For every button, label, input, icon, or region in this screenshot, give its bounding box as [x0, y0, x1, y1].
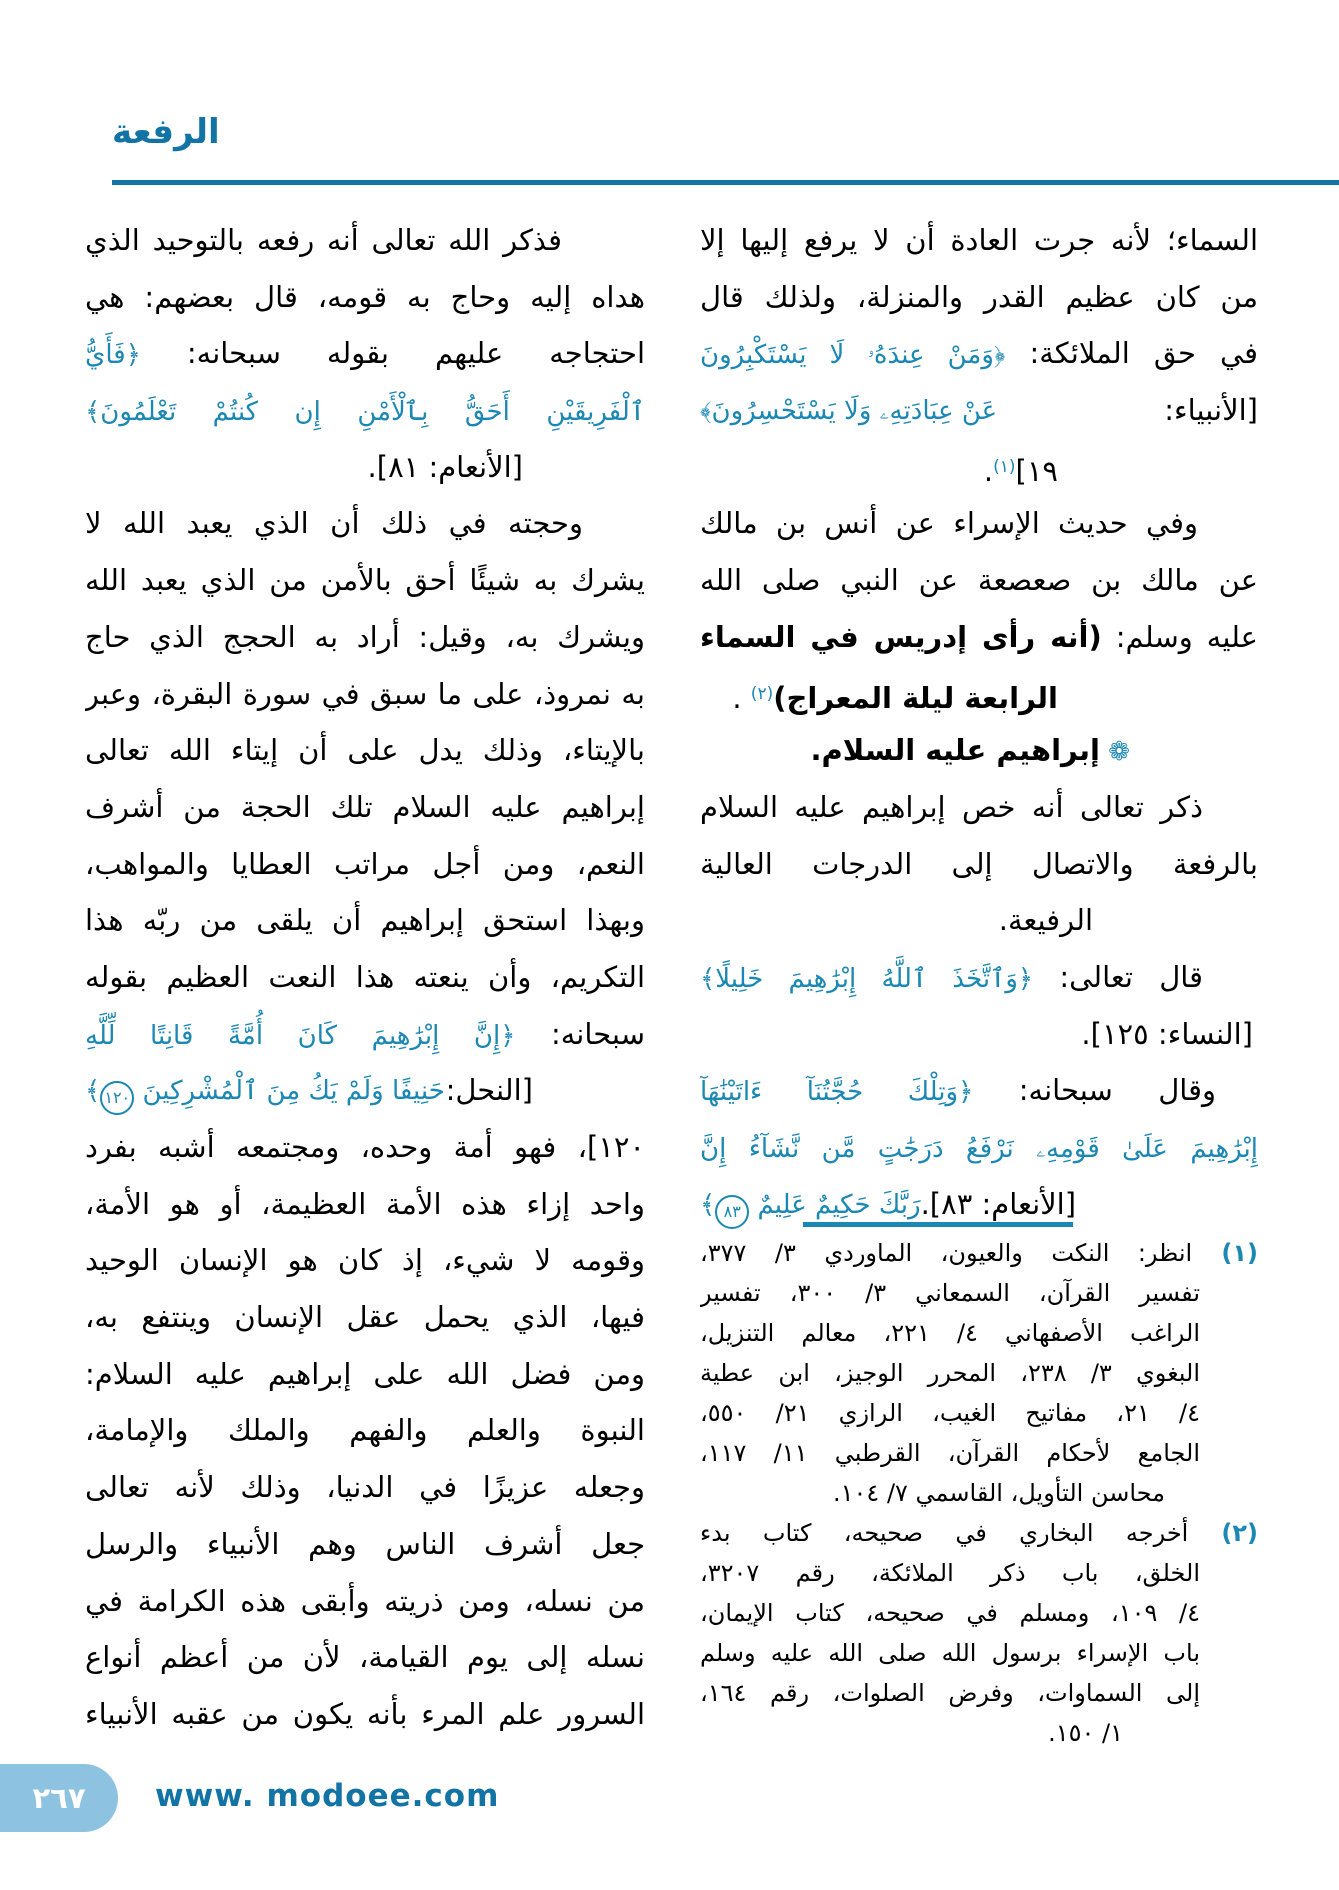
body-text: باب الإسراء برسول الله صلى الله عليه وسلم — [700, 1639, 1200, 1667]
body-text: إبراهيم عليه السلام تلك الحجة من أشرف — [85, 789, 645, 824]
ayah-number: ٨٣ — [715, 1195, 749, 1229]
body-text: الراغب الأصفهاني ٤/ ٢٢١، معالم التنزيل، — [700, 1319, 1201, 1347]
footnote-ref-sup: (٢) — [750, 683, 774, 704]
text-line — [700, 949, 1258, 1006]
text-line — [85, 1176, 645, 1233]
bold-text: الرابعة ليلة المعراج) — [773, 680, 1058, 715]
body-text: به نمروذ، على ما سبق في سورة البقرة، وعبر — [85, 676, 645, 711]
page-number: ٢٦٧ — [32, 1781, 86, 1815]
text-line — [700, 325, 1258, 382]
text-line — [85, 1573, 645, 1630]
body-text: وحجته في ذلك أن الذي يعبد الله لا — [85, 506, 583, 541]
body-text: الرفيعة. — [998, 903, 1093, 938]
text-line — [85, 439, 523, 496]
quran-verse-text: عَنْ عِبَادَتِهِۦ وَلَا يَسْتَحْسِرُونَ﴾ — [700, 396, 998, 427]
body-text: فذكر الله تعالى أنه رفعه بالتوحيد الذي — [85, 223, 562, 257]
body-text: النبوة والعلم والفهم والملك والإمامة، — [85, 1413, 645, 1448]
text-line — [85, 325, 645, 382]
body-text: النعم، ومن أجل مراتب العطايا والمواهب، — [85, 846, 645, 881]
body-text: [النحل: — [445, 1073, 533, 1108]
text-line — [85, 1516, 645, 1573]
body-text: ٤/ ٢١، مفاتيح الغيب، الرازي ٢١/ ٥٥٠، — [700, 1399, 1201, 1427]
body-text: ١/ ١٥٠. — [1048, 1719, 1123, 1747]
body-text: [الأنعام: ٨٣]. — [920, 1186, 1077, 1221]
body-text: وقومه لا شيء، إذ كان هو الإنسان الوحيد — [85, 1243, 645, 1278]
text-line — [700, 552, 1258, 609]
body-text: احتجاجه عليهم بقوله سبحانه: — [140, 336, 645, 371]
body-text: عليه وسلم: — [1101, 619, 1258, 654]
footnotes-block — [700, 1233, 1258, 1753]
body-text: جعل أشرف الناس وهم الأنبياء والرسل — [85, 1526, 645, 1561]
text-line — [700, 609, 1258, 666]
body-text: عن مالك بن صعصعة عن النبي صلى الله — [700, 563, 1258, 598]
footnote-marker: (١) — [1192, 1239, 1258, 1267]
text-line — [700, 1233, 1258, 1273]
footnote-marker: (٢) — [1188, 1519, 1258, 1547]
text-line — [85, 382, 645, 439]
left-column — [85, 212, 645, 1743]
text-line — [700, 1633, 1258, 1673]
text-line — [700, 439, 1058, 496]
text-line — [85, 1346, 645, 1403]
bold-text: (أنه رأى إدريس في السماء — [700, 619, 1102, 654]
text-line — [85, 949, 645, 1006]
text-line — [700, 1673, 1258, 1713]
quran-verse-text: ﴿إِنَّ إِبْرَٰهِيمَ كَانَ أُمَّةً قَانِتًا لِّلَّهِ — [85, 1020, 516, 1051]
body-text: [الأنبياء: — [1164, 393, 1258, 428]
body-text: محاسن التأويل، القاسمي ٧/ ١٠٤. — [833, 1479, 1165, 1507]
quran-verse-text: حَنِيفًا وَلَمْ يَكُ مِنَ ٱلْمُشْرِكِينَ — [134, 1076, 445, 1107]
bold-text: إبراهيم عليه السلام. — [810, 733, 1100, 768]
website-link[interactable]: www. modoee.com — [155, 1778, 500, 1814]
text-line — [700, 1353, 1258, 1393]
body-text: ذكر تعالى أنه خص إبراهيم عليه السلام — [700, 789, 1203, 824]
body-text: [النساء: ١٢٥]. — [1081, 1016, 1253, 1051]
body-text: الجامع لأحكام القرآن، القرطبي ١١/ ١١٧، — [700, 1439, 1201, 1467]
body-text: قال تعالى: — [1033, 959, 1203, 994]
quran-verse-text: ﴿فَأَيُّ — [85, 340, 141, 371]
quran-verse-text: إِبْرَٰهِيمَ عَلَىٰ قَوْمِهِۦ نَرْفَعُ دَرَجَٰتٍ مَّن نَّشَآءُ إِنَّ — [700, 1134, 1258, 1164]
text-line — [700, 666, 1058, 723]
text-line — [85, 836, 645, 893]
text-line — [700, 1273, 1258, 1313]
body-text: نسله إلى يوم القيامة، لأن من أعظم أنواع — [85, 1640, 645, 1675]
body-text: وبهذا استحق إبراهيم أن يلقى من ربّه هذا — [85, 903, 645, 938]
body-text: التكريم، وأن ينعته هذا النعت العظيم بقوله — [85, 959, 645, 994]
text-line — [85, 609, 645, 666]
text-line — [85, 1629, 645, 1686]
text-line — [700, 1433, 1258, 1473]
line-segment-group — [85, 1062, 445, 1119]
body-text: ١٩] — [1015, 453, 1058, 488]
quran-verse-text: ﴾ — [85, 1076, 101, 1107]
page-number-badge — [0, 1764, 118, 1832]
text-line — [700, 1062, 1258, 1119]
body-text: من نسله، ومن ذريته وأبقى هذه الكرامة في — [85, 1583, 645, 1618]
body-text: السرور علم المرء بأنه يكون من عقبه الأنبياء — [85, 1696, 645, 1731]
body-text: السماء؛ لأنه جرت العادة أن لا يرفع إليها إلا — [700, 223, 1258, 257]
footnote-ref-sup: (١) — [993, 456, 1016, 477]
body-text: وجعله عزيزًا في الدنيا، وذلك لأنه تعالى — [85, 1470, 645, 1505]
text-line — [700, 495, 1258, 552]
body-text: وقال سبحانه: — [973, 1073, 1216, 1108]
text-line — [700, 212, 1258, 269]
right-column — [700, 212, 1258, 1232]
quran-verse-text: ﴾ — [700, 1189, 716, 1220]
body-text: البغوي ٣/ ٢٣٨، المحرر الوجيز، ابن عطية — [700, 1359, 1200, 1387]
header-rule — [112, 180, 1339, 185]
text-line — [85, 779, 645, 836]
text-line — [85, 722, 645, 779]
text-line — [85, 269, 645, 326]
body-text: [الأنعام: ٨١]. — [367, 449, 523, 484]
text-line — [700, 779, 1258, 836]
quran-verse-text: ﴿وَمَنْ عِندَهُۥ لَا يَسْتَكْبِرُونَ — [700, 340, 1006, 371]
body-text: سبحانه: — [515, 1016, 645, 1051]
text-line — [700, 1713, 1181, 1753]
body-text: بالرفعة والاتصال إلى الدرجات العالية — [700, 846, 1258, 881]
flower-ornament-icon: ❁ — [1099, 737, 1130, 768]
text-line — [85, 495, 645, 552]
ayah-number: ١٢٠ — [100, 1081, 134, 1115]
text-line — [700, 1553, 1258, 1593]
text-line — [85, 1289, 645, 1346]
body-text: ومن فضل الله على إبراهيم عليه السلام: — [85, 1356, 645, 1391]
text-line — [700, 269, 1258, 326]
text-line — [85, 1062, 645, 1119]
text-line — [700, 1513, 1258, 1553]
text-line — [85, 1232, 645, 1289]
quran-verse-text: ﴿وَتِلْكَ حُجَّتُنَآ ءَاتَيْنَٰهَآ — [700, 1077, 974, 1108]
line-segment-group — [1164, 382, 1258, 439]
body-text: انظر: النكت والعيون، الماوردي ٣/ ٣٧٧، — [700, 1239, 1193, 1267]
body-text: هداه إليه وحاج به قومه، قال بعضهم: هي — [85, 279, 645, 314]
quran-verse-text: ﴿وَٱتَّخَذَ ٱللَّهُ إِبْرَٰهِيمَ خَلِيلًا﴾ — [700, 963, 1034, 994]
text-line — [700, 722, 1130, 779]
quran-verse-text: رَبَّكَ حَكِيمٌ عَلِيمٌ — [749, 1189, 921, 1220]
text-line — [85, 892, 645, 949]
body-text: إلى السماوات، وفرض الصلوات، رقم ١٦٤، — [700, 1679, 1200, 1707]
page-title: الرفعة — [112, 112, 220, 152]
body-text: ويشرك به، وقيل: أراد به الحجج الذي حاج — [85, 619, 645, 654]
text-line — [700, 1006, 1253, 1063]
text-line — [700, 382, 1258, 439]
text-line — [700, 1593, 1258, 1633]
body-text: بالإيتاء، وذلك يدل على أن إيتاء الله تعالى — [85, 733, 645, 768]
text-line — [700, 1393, 1258, 1433]
body-text: وفي حديث الإسراء عن أنس بن مالك — [700, 506, 1198, 541]
text-line — [700, 1119, 1258, 1176]
body-text: الخلق، باب ذكر الملائكة، رقم ٣٢٠٧، — [700, 1559, 1200, 1587]
text-line — [85, 666, 645, 723]
text-line — [85, 1686, 645, 1743]
text-line — [85, 1402, 645, 1459]
text-line — [85, 212, 645, 269]
text-line — [700, 1313, 1258, 1353]
body-text: يشرك به شيئًا أحق بالأمن من الذي يعبد الله — [85, 563, 645, 598]
body-text: . — [732, 680, 751, 715]
body-text: تفسير القرآن، السمعاني ٣/ ٣٠٠، تفسير — [700, 1279, 1201, 1307]
line-segment-group — [700, 382, 997, 439]
footnote-separator — [803, 1222, 1073, 1227]
body-text: . — [983, 453, 994, 488]
body-text: ١٢٠]، فهو أمة وحده، ومجتمعه أشبه بفرد — [85, 1130, 645, 1164]
body-text: أخرجه البخاري في صحيحه، كتاب بدء — [700, 1519, 1189, 1547]
text-line — [700, 1473, 1223, 1513]
line-segment-group — [446, 1062, 533, 1119]
body-text: من كان عظيم القدر والمنزلة، ولذلك قال — [700, 279, 1258, 314]
body-text: فيها، الذي يحمل عقل الإنسان وينتفع به، — [85, 1300, 645, 1335]
body-text: ٤/ ١٠٩، ومسلم في صحيحه، كتاب الإيمان، — [700, 1599, 1200, 1627]
text-line — [85, 1119, 645, 1176]
text-line — [85, 1459, 645, 1516]
text-line — [700, 892, 1093, 949]
body-text: واحد إزاء هذه الأمة العظيمة، أو هو الأمة، — [85, 1186, 645, 1221]
body-text: في حق الملائكة: — [1005, 336, 1258, 371]
text-line — [700, 836, 1258, 893]
quran-verse-text: ٱلْفَرِيقَيْنِ أَحَقُّ بِٱلْأَمْنِ إِن كُنتُمْ تَعْلَمُونَ﴾ — [85, 397, 645, 428]
text-line — [85, 1006, 645, 1063]
text-line — [85, 552, 645, 609]
